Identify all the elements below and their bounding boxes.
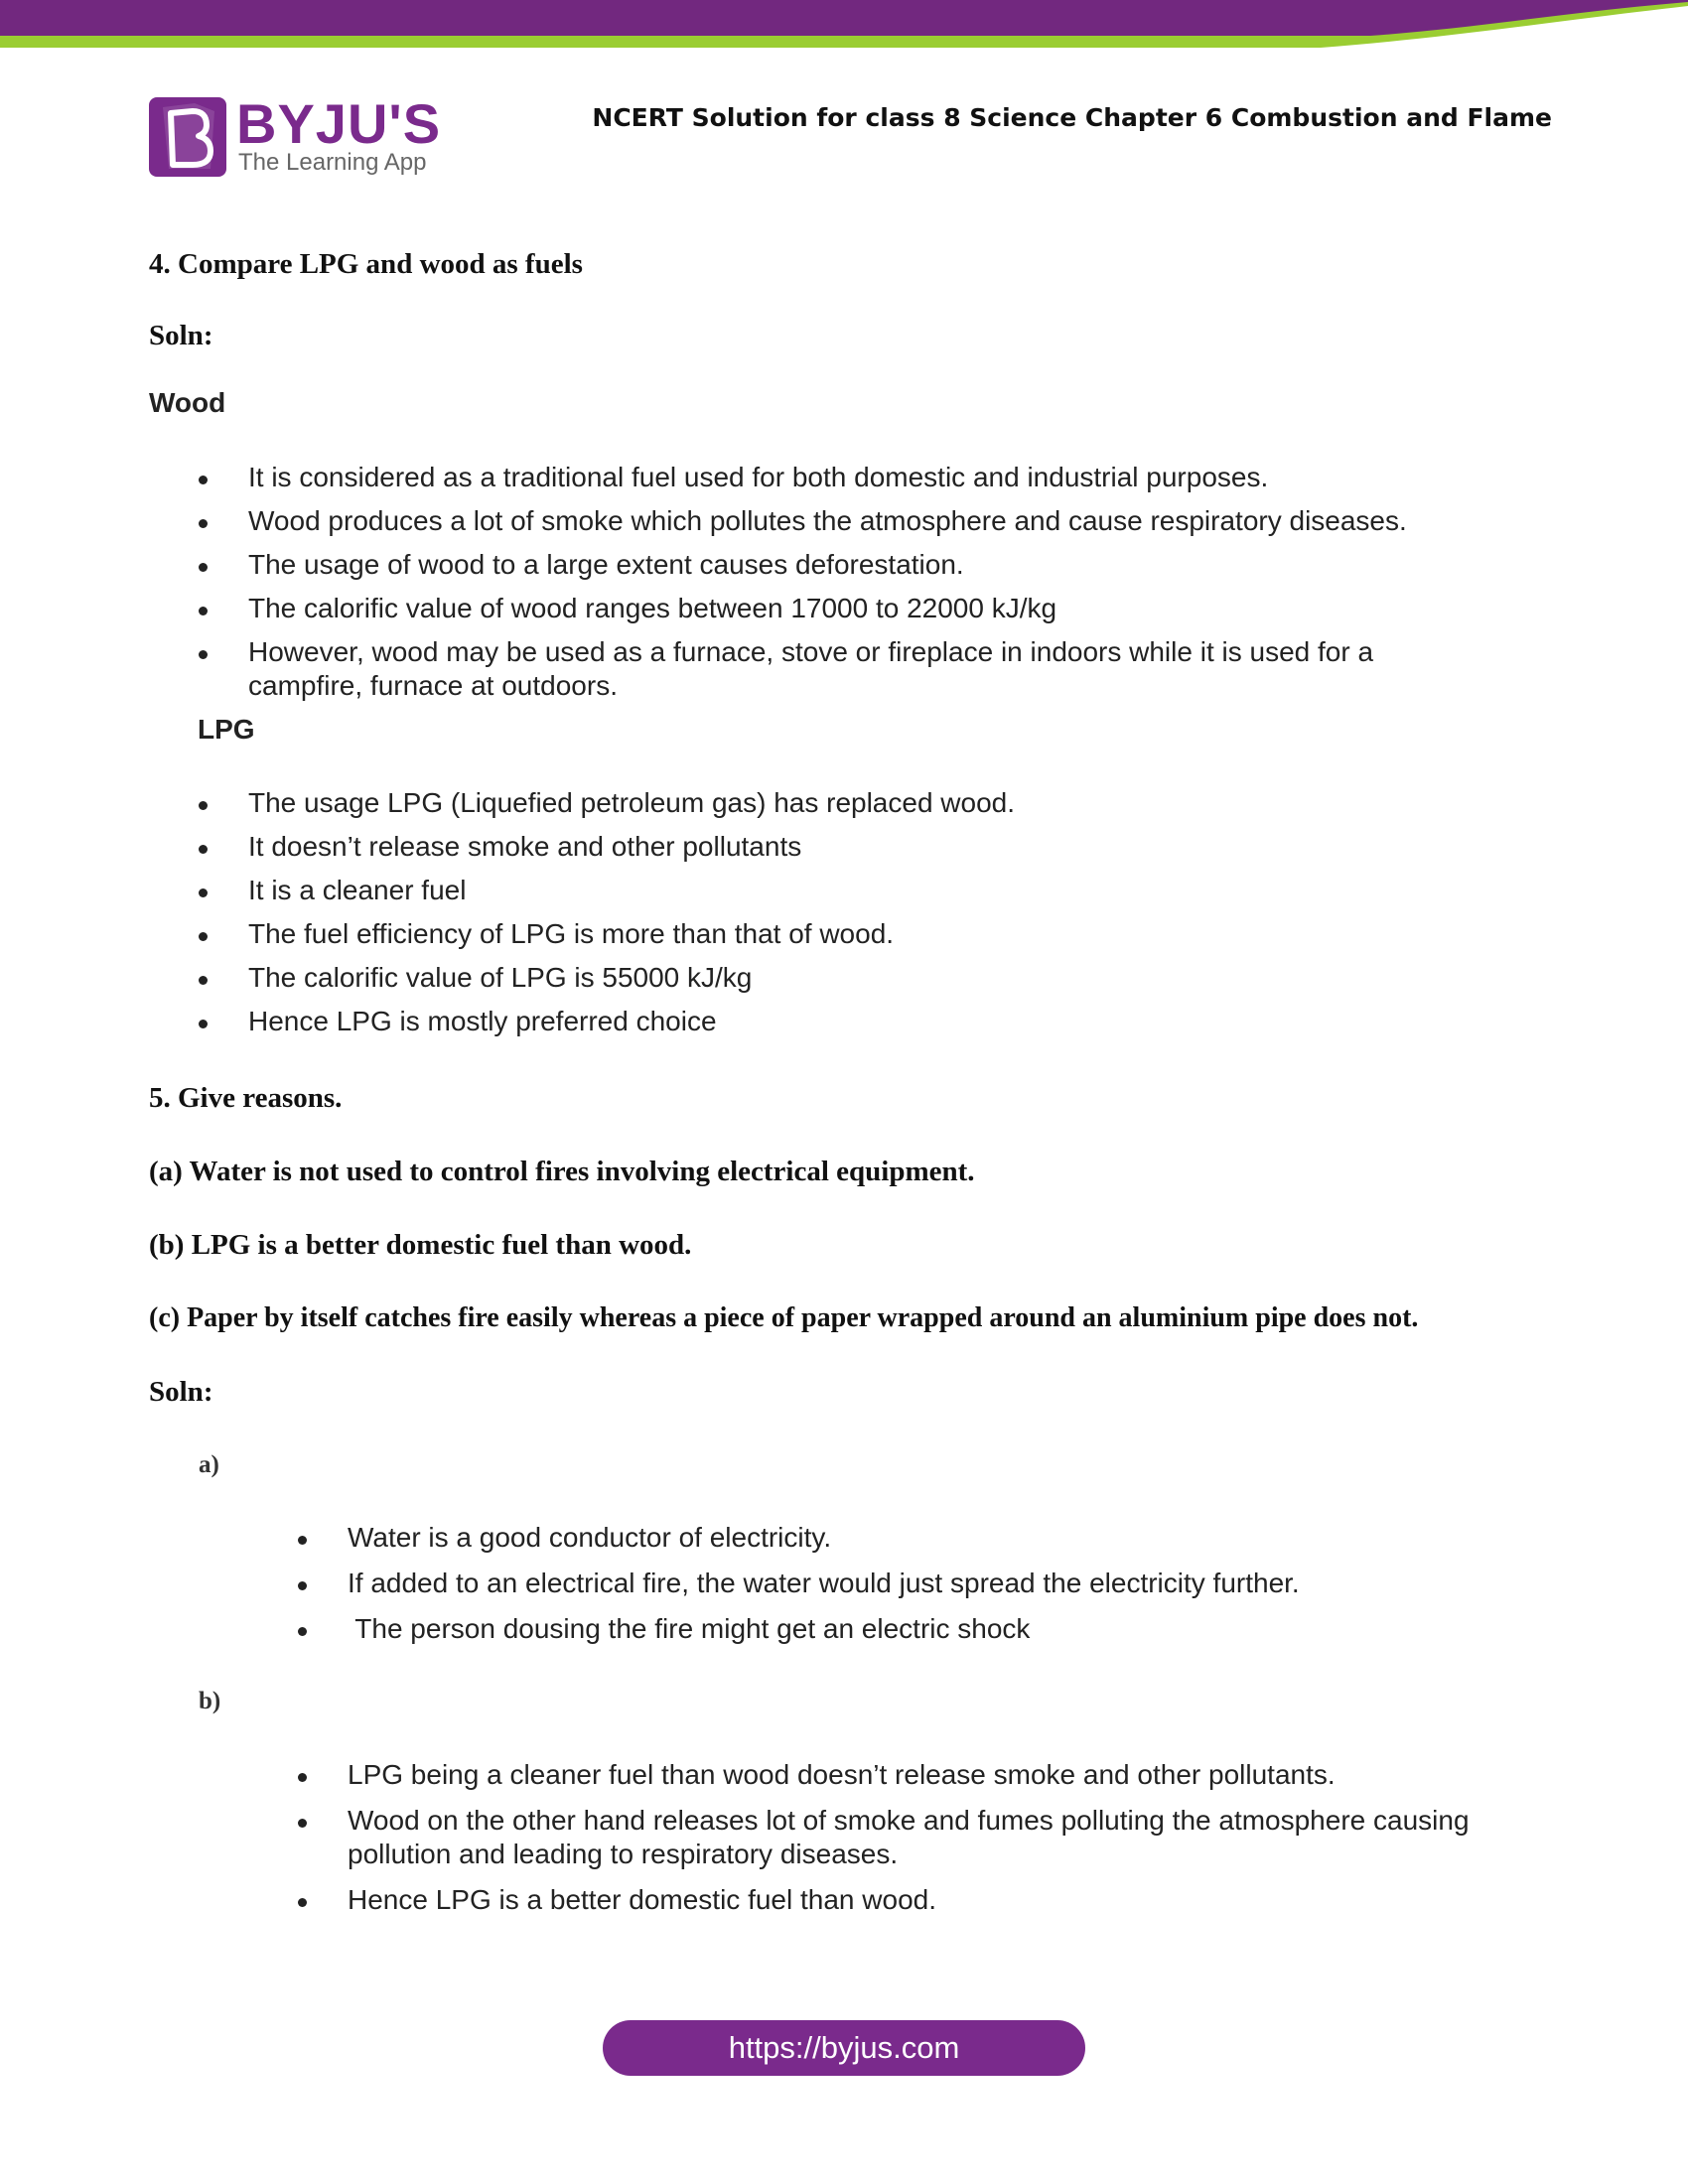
lpg-heading: LPG [198, 714, 255, 745]
question-5-part-a: (a) Water is not used to control fires involving electrical equipment. [149, 1156, 975, 1187]
list-item: The fuel efficiency of LPG is more than that of wood. [199, 917, 1470, 951]
list-item: The person dousing the fire might get an electric shock [298, 1612, 1549, 1646]
list-item: Water is a good conductor of electricity. [298, 1521, 1549, 1555]
answer-a-bullet-list [298, 1521, 1549, 1646]
top-decorative-band [0, 0, 1688, 60]
byjus-logo[interactable] [149, 92, 447, 181]
logo-tagline: The Learning App [238, 149, 427, 176]
list-item: Wood on the other hand releases lot of smoke and fumes polluting the atmosphere causing pollution and leading to respiratory diseases. [298, 1804, 1539, 1871]
soln-label-q4: Soln: [149, 320, 213, 351]
list-item: Hence LPG is a better domestic fuel than wood. [298, 1883, 1539, 1917]
list-item: If added to an electrical fire, the water would just spread the electricity further. [298, 1567, 1549, 1600]
question-5-part-c: (c) Paper by itself catches fire easily whereas a piece of paper wrapped around an aluminium pipe does not. [149, 1302, 1419, 1333]
answer-b-bullet-list [298, 1758, 1539, 1917]
question-5: 5. Give reasons. [149, 1082, 343, 1114]
list-item: It is considered as a traditional fuel used for both domestic and industrial purposes. [199, 461, 1470, 494]
wood-bullet-list [199, 461, 1470, 703]
list-item: The usage LPG (Liquefied petroleum gas) has replaced wood. [199, 786, 1470, 820]
list-item: The calorific value of LPG is 55000 kJ/kg [199, 961, 1470, 995]
logo-monogram [149, 97, 226, 177]
list-item: It is a cleaner fuel [199, 874, 1470, 907]
list-item: However, wood may be used as a furnace, stove or fireplace in indoors while it is used for a campfire, furnace at outdoors. [199, 635, 1470, 703]
question-4: 4. Compare LPG and wood as fuels [149, 248, 583, 280]
list-item: The calorific value of wood ranges between 17000 to 22000 kJ/kg [199, 592, 1470, 625]
question-5-part-b: (b) LPG is a better domestic fuel than wood. [149, 1229, 692, 1261]
answer-a-label: a) [199, 1451, 219, 1478]
page-header-title: NCERT Solution for class 8 Science Chapter 6 Combustion and Flame [592, 103, 1552, 132]
soln-label-q5: Soln: [149, 1376, 213, 1408]
lpg-bullet-list [199, 786, 1470, 1038]
list-item: The usage of wood to a large extent causes deforestation. [199, 548, 1470, 582]
list-item: Hence LPG is mostly preferred choice [199, 1005, 1470, 1038]
list-item: It doesn’t release smoke and other pollutants [199, 830, 1470, 864]
answer-b-label: b) [199, 1688, 221, 1714]
wood-heading: Wood [149, 387, 226, 418]
footer-website-link[interactable]: https://byjus.com [603, 2020, 1085, 2076]
logo-name: BYJU'S [236, 92, 442, 155]
list-item: LPG being a cleaner fuel than wood doesn’t release smoke and other pollutants. [298, 1758, 1539, 1792]
list-item: Wood produces a lot of smoke which pollutes the atmosphere and cause respiratory diseases. [199, 504, 1470, 538]
